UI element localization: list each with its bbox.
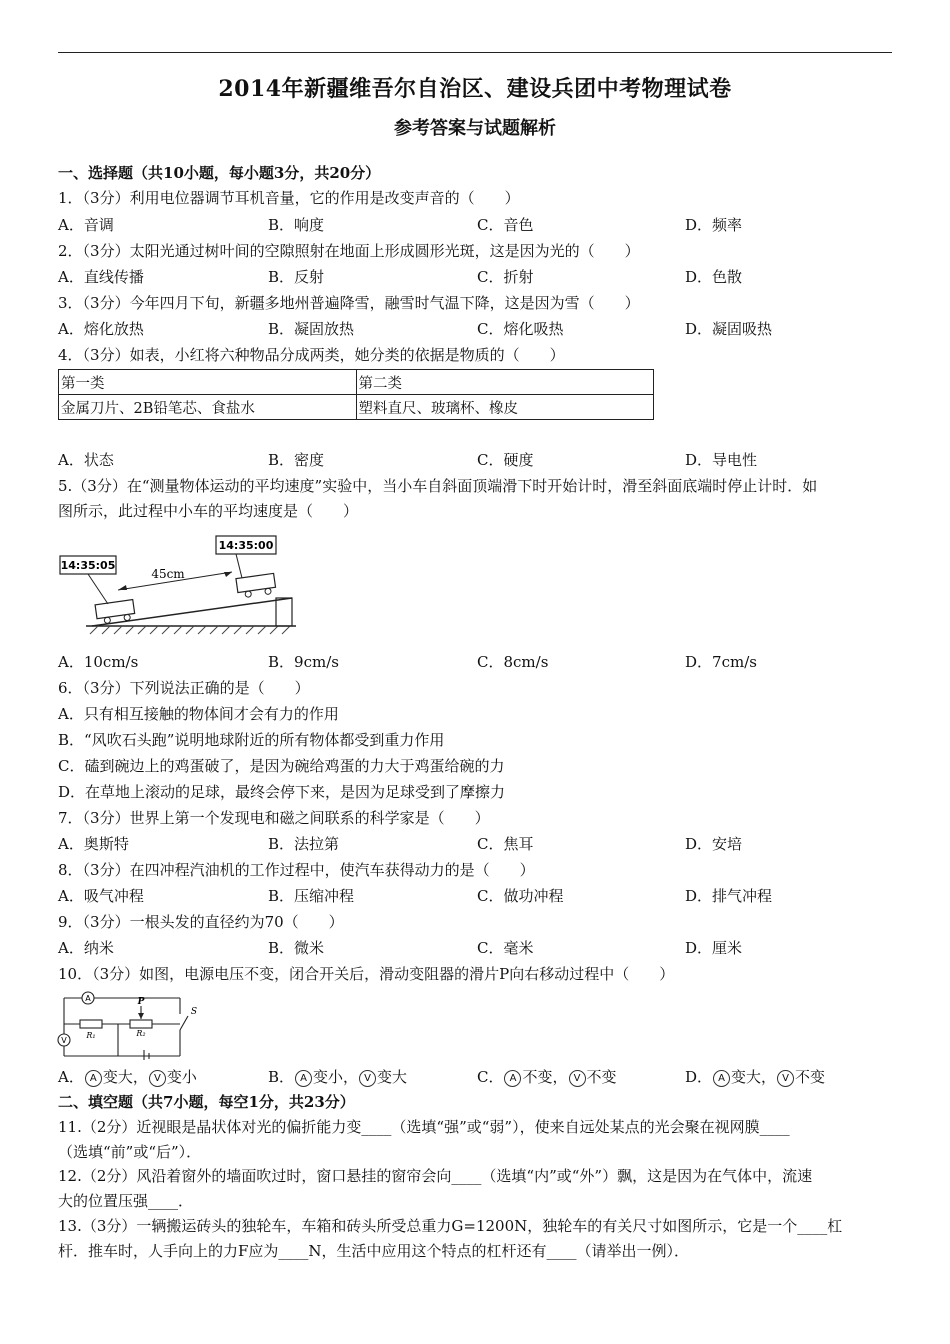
r2-label: R₂: [136, 1029, 146, 1038]
q2-option-b: B．反射: [268, 268, 325, 286]
support-block: [276, 598, 292, 626]
resistor-r1: [80, 1020, 102, 1028]
q3-option-b: B．凝固放热: [268, 320, 355, 338]
slider-label: P: [137, 997, 145, 1007]
q10-stem: 10．（3分）如图，电源电压不变，闭合开关后，滑动变阻器的滑片P向右移动过程中（ ）: [58, 965, 675, 983]
q8-option-d: D．排气冲程: [685, 887, 773, 905]
ammeter-state: 变大，: [102, 1068, 148, 1086]
clock-top-pointer: [236, 554, 242, 578]
q3-stem: 3．（3分）今年四月下旬，新疆多地州普遍降雪，融雪时气温下降，这是因为雪（ ）: [58, 294, 640, 312]
voltmeter-state: 变小: [166, 1068, 197, 1086]
switch-blade: [180, 1016, 188, 1030]
q2-option-a: A．直线传播: [58, 268, 144, 286]
voltmeter-state: 变大: [377, 1068, 408, 1086]
table-header-cell: 第二类: [356, 370, 654, 395]
q2-option-d: D．色散: [685, 268, 743, 286]
q3-option-a: A．熔化放热: [58, 320, 144, 338]
q8-option-a: A．吸气冲程: [58, 887, 144, 905]
voltmeter-icon: V: [569, 1070, 586, 1087]
q3-option-c: C．熔化吸热: [477, 320, 564, 338]
q4-option-d: D．导电性: [685, 451, 758, 469]
q10-option-b: [268, 1067, 407, 1087]
q4-option-c: C．硬度: [477, 451, 534, 469]
q6-option-c: C．磕到碗边上的鸡蛋破了，是因为碗给鸡蛋的力大于鸡蛋给碗的力: [58, 757, 505, 775]
q9-stem: 9．（3分）一根头发的直径约为70（ ）: [58, 913, 344, 931]
q1-stem: 1．（3分）利用电位器调节耳机音量，它的作用是改变声音的（ ）: [58, 189, 520, 207]
distance-label: 45cm: [151, 567, 185, 581]
q11-line-2: （选填“前”或“后”）．: [58, 1143, 202, 1161]
table-cell: 塑料直尺、玻璃杯、橡皮: [356, 395, 654, 420]
q2-stem: 2．（3分）太阳光通过树叶间的空隙照射在地面上形成圆形光斑，这是因为光的（ ）: [58, 242, 640, 260]
incline-cart-figure: [56, 530, 306, 640]
top-rule: [58, 52, 892, 53]
q10-option-d: [685, 1067, 825, 1087]
clock-bottom-time: 14:35:05: [60, 559, 116, 572]
r1-label: R₁: [86, 1031, 96, 1040]
q7-stem: 7．（3分）世界上第一个发现电和磁之间联系的科学家是（ ）: [58, 809, 490, 827]
q4-option-b: B．密度: [268, 451, 325, 469]
q9-option-d: D．厘米: [685, 939, 743, 957]
q8-option-b: B．压缩冲程: [268, 887, 355, 905]
q4-stem: 4．（3分）如表，小红将六种物品分成两类，她分类的依据是物质的（ ）: [58, 346, 565, 364]
voltmeter-state: 不变: [795, 1068, 826, 1086]
voltmeter-icon: V: [777, 1070, 794, 1087]
voltmeter-state: 不变: [586, 1068, 617, 1086]
q5-option-b: B．9cm/s: [268, 653, 339, 671]
q12-line-1: 12.（2分）风沿着窗外的墙面吹过时，窗口悬挂的窗帘会向____（选填“内”或“外”）飘，这是因为在气体中，流速: [58, 1167, 813, 1185]
q5-stem-line-1: 5.（3分）在“测量物体运动的平均速度”实验中，当小车自斜面顶端滑下时开始计时，滑至斜面底端时停止计时．如: [58, 477, 818, 495]
ammeter-icon: A: [713, 1070, 730, 1087]
ammeter-label: A: [85, 994, 91, 1003]
page-subtitle: 参考答案与试题解析: [394, 118, 556, 139]
q13-line-2: 杆．推车时，人手向上的力F应为____N，生活中应用这个特点的杠杆还有____（请举出一例）．: [58, 1242, 690, 1260]
voltmeter-icon: V: [359, 1070, 376, 1087]
q13-line-1: 13.（3分）一辆搬运砖头的独轮车，车箱和砖头所受总重力G=1200N，独轮车的有关尺寸如图所示，它是一个____杠: [58, 1217, 843, 1235]
q6-option-d: D．在草地上滚动的足球，最终会停下来，是因为足球受到了摩擦力: [58, 783, 506, 801]
q8-stem: 8．（3分）在四冲程汽油机的工作过程中，使汽车获得动力的是（ ）: [58, 861, 535, 879]
q2-option-c: C．折射: [477, 268, 534, 286]
clock-top-time: 14:35:00: [218, 539, 274, 552]
arrow-head-right: [224, 572, 232, 577]
ammeter-icon: A: [295, 1070, 312, 1087]
option-letter: D．: [685, 1068, 713, 1086]
q1-option-c: C．音色: [477, 216, 534, 234]
ammeter-state: 不变，: [522, 1068, 568, 1086]
q7-option-d: D．安培: [685, 835, 743, 853]
incline-line: [92, 598, 292, 626]
section-1-heading: 一、选择题（共10小题，每小题3分，共20分）: [58, 164, 381, 182]
q9-option-a: A．纳米: [58, 939, 114, 957]
table-row: [59, 395, 654, 420]
q3-option-d: D．凝固吸热: [685, 320, 773, 338]
q6-option-a: A．只有相互接触的物体间才会有力的作用: [58, 705, 339, 723]
table-cell: 金属刀片、2B铅笔芯、食盐水: [59, 395, 357, 420]
q4-option-a: A．状态: [58, 451, 114, 469]
ammeter-icon: A: [504, 1070, 521, 1087]
q5-option-c: C．8cm/s: [477, 653, 549, 671]
ammeter-icon: A: [85, 1070, 102, 1087]
q10-option-c: [477, 1067, 617, 1087]
page-title: 2014年新疆维吾尔自治区、建设兵团中考物理试卷: [218, 76, 732, 102]
ground-hatching: [90, 626, 290, 634]
circuit-figure: [56, 990, 206, 1060]
q8-option-c: C．做功冲程: [477, 887, 564, 905]
q6-stem: 6．（3分）下列说法正确的是（ ）: [58, 679, 310, 697]
clock-bottom-pointer: [88, 574, 108, 604]
q7-option-b: B．法拉第: [268, 835, 340, 853]
q1-option-a: A．音调: [58, 216, 114, 234]
section-2-heading: 二、填空题（共7小题，每空1分，共23分）: [58, 1093, 355, 1111]
q5-option-a: A．10cm/s: [58, 653, 139, 671]
q9-option-c: C．毫米: [477, 939, 534, 957]
resistor-r2: [130, 1020, 152, 1028]
q12-line-2: 大的位置压强____．: [58, 1192, 194, 1210]
switch-label: S: [190, 1007, 198, 1017]
q6-option-b: B．“风吹石头跑”说明地球附近的所有物体都受到重力作用: [58, 731, 445, 749]
voltmeter-label: V: [61, 1036, 67, 1045]
q11-line-1: 11.（2分）近视眼是晶状体对光的偏折能力变____（选填“强”或“弱”），使来自远处某点的光会聚在视网膜____: [58, 1118, 790, 1136]
q7-option-a: A．奥斯特: [58, 835, 129, 853]
slider-arrow-head: [138, 1013, 144, 1019]
q5-stem-line-2: 图所示，此过程中小车的平均速度是（ ）: [58, 502, 359, 520]
q1-option-b: B．响度: [268, 216, 325, 234]
voltmeter-icon: V: [149, 1070, 166, 1087]
q10-option-a: [58, 1067, 197, 1087]
q7-option-c: C．焦耳: [477, 835, 534, 853]
arrow-head-left: [118, 585, 127, 590]
table-header-cell: 第一类: [59, 370, 357, 395]
q9-option-b: B．微米: [268, 939, 325, 957]
option-letter: A．: [58, 1068, 84, 1086]
option-letter: C．: [477, 1068, 504, 1086]
ammeter-state: 变小，: [313, 1068, 359, 1086]
ammeter-state: 变大，: [731, 1068, 777, 1086]
q4-classification-table: [58, 369, 654, 420]
option-letter: B．: [268, 1068, 295, 1086]
table-row: [59, 370, 654, 395]
q5-option-d: D．7cm/s: [685, 653, 757, 671]
q1-option-d: D．频率: [685, 216, 743, 234]
